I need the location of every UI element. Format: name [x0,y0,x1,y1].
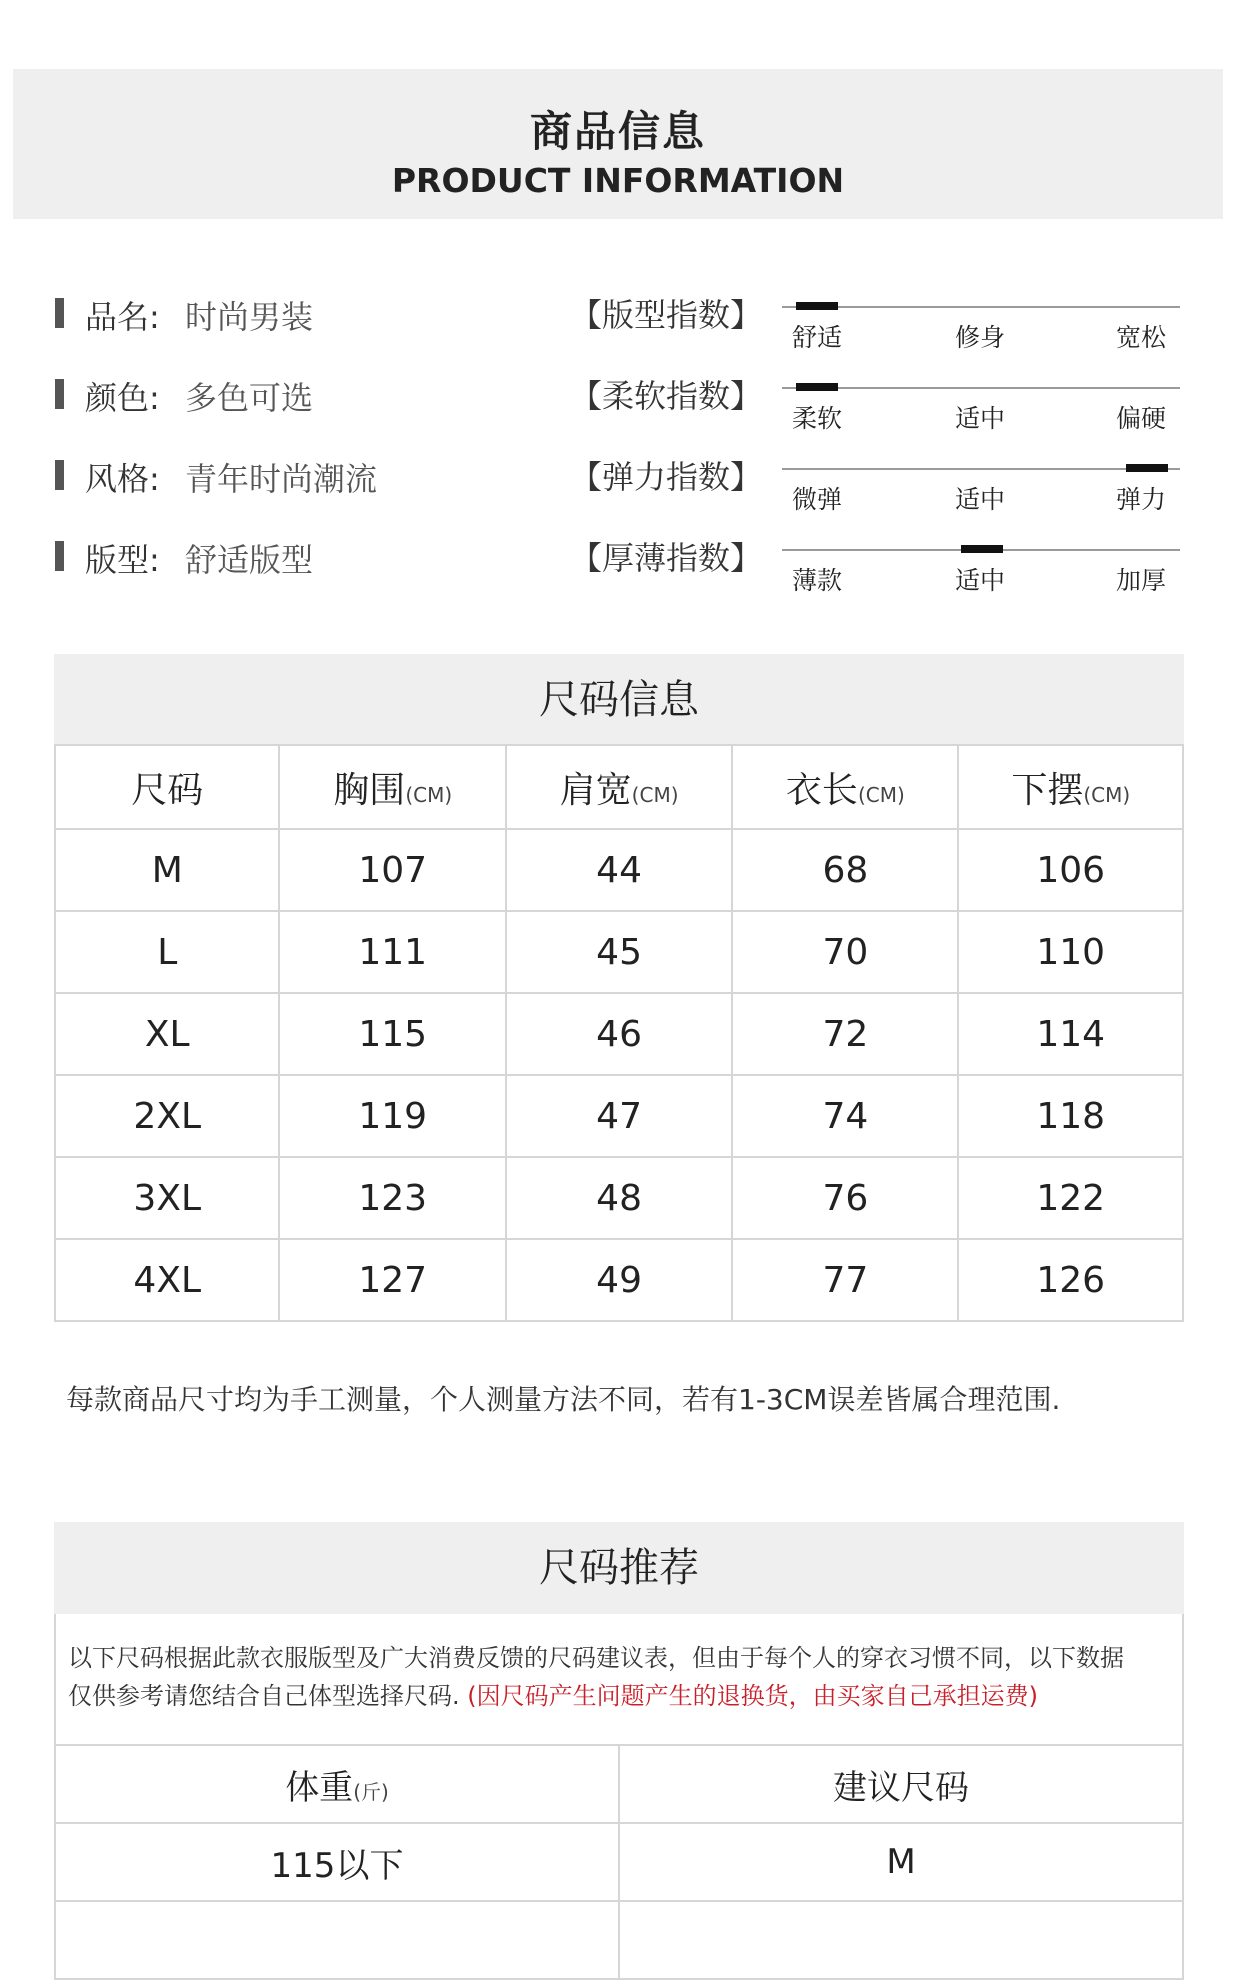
return-warning-text: (因尺码产生问题产生的退换货，由买家自己承担运费) [467,1682,1039,1710]
table-cell: 110 [958,911,1183,993]
table-cell: 118 [958,1075,1183,1157]
table-header-row [55,745,1183,829]
index-label: 【厚薄指数】 [570,539,763,577]
table-cell: 74 [732,1075,958,1157]
banner-title-cn: 商品信息 [529,107,706,156]
size-recommend-section [54,1522,1184,1920]
recommend-table [54,1744,1184,1980]
header-unit: (CM) [631,782,679,807]
size-info-section [54,654,1184,1324]
scale-option: 修身 [955,323,1006,352]
table-header-row [55,1745,1183,1823]
header-label: 肩宽 [559,769,632,811]
scale-option: 偏硬 [1116,404,1167,433]
recommend-description [54,1614,1184,1764]
table-cell: 47 [506,1075,732,1157]
scale-option: 适中 [955,404,1006,433]
bullet-bar [55,379,64,409]
scale-option: 薄款 [792,566,843,595]
header-unit: (斤) [353,1779,389,1804]
index-scale [570,533,1190,593]
table-row [55,1239,1183,1321]
scale-option: 微弹 [792,485,843,514]
table-cell: 48 [506,1157,732,1239]
table-cell: 114 [958,993,1183,1075]
table-header-cell [958,745,1183,829]
header-unit: (CM) [1083,782,1131,807]
index-scale [570,290,1190,350]
attribute-name: 版型: [85,541,160,579]
scale-option: 适中 [955,485,1006,514]
table-cell: M [55,829,279,911]
scale-option: 弹力 [1116,485,1167,514]
scale-option: 柔软 [792,404,843,433]
table-cell: 123 [279,1157,505,1239]
table-row [55,829,1183,911]
table-row [55,1157,1183,1239]
header-label: 尺码 [131,769,204,811]
table-row [55,911,1183,993]
table-header-cell [732,745,958,829]
table-cell: 70 [732,911,958,993]
table-cell: 126 [958,1239,1183,1321]
bullet-bar [55,541,64,571]
scale-marker [1126,464,1168,472]
table-row [55,993,1183,1075]
table-cell: 68 [732,829,958,911]
scale-line [782,387,1180,389]
table-cell: 45 [506,911,732,993]
product-info-banner [13,69,1223,219]
attribute-name: 品名: [85,298,160,336]
table-cell: 3XL [55,1157,279,1239]
table-cell: M [619,1823,1183,1901]
table-header-cell [55,745,279,829]
table-header-cell [55,1745,619,1823]
attribute-name: 风格: [85,460,160,498]
table-cell: 111 [279,911,505,993]
table-cell: 119 [279,1075,505,1157]
attribute-name: 颜色: [85,379,160,417]
table-cell: 4XL [55,1239,279,1321]
table-row [55,1075,1183,1157]
table-cell [619,1901,1183,1979]
measurement-note: 每款商品尺寸均为手工测量，个人测量方法不同，若有1-3CM误差皆属合理范围. [66,1383,1061,1416]
table-cell: L [55,911,279,993]
scale-marker [796,302,838,310]
header-unit: (CM) [405,782,453,807]
attribute-value: 时尚男装 [185,298,314,336]
table-cell: 122 [958,1157,1183,1239]
scale-marker [961,545,1003,553]
index-label: 【版型指数】 [570,296,763,334]
table-cell: 115 [279,993,505,1075]
scale-option: 加厚 [1116,566,1167,595]
banner-title-en: PRODUCT INFORMATION [391,161,845,200]
attribute-value: 多色可选 [185,379,314,417]
table-row [55,1901,1183,1979]
header-label: 体重 [285,1767,354,1808]
size-recommend-title: 尺码推荐 [54,1522,1184,1614]
scale-line [782,468,1180,470]
table-header-cell [619,1745,1183,1823]
description-text: 仅供参考请您结合自己体型选择尺码. [68,1682,460,1710]
table-cell: 107 [279,829,505,911]
size-info-title: 尺码信息 [54,654,1184,746]
header-label: 下摆 [1011,769,1084,811]
bullet-bar [55,460,64,490]
table-cell: 2XL [55,1075,279,1157]
header-label: 衣长 [785,769,858,811]
index-scale [570,452,1190,512]
scale-marker [796,383,838,391]
table-row [55,1823,1183,1901]
table-cell: XL [55,993,279,1075]
header-label: 胸围 [333,769,406,811]
index-label: 【柔软指数】 [570,377,763,415]
table-cell [55,1901,619,1979]
header-unit: (CM) [857,782,905,807]
table-cell: 72 [732,993,958,1075]
table-cell: 49 [506,1239,732,1321]
table-cell: 76 [732,1157,958,1239]
table-header-cell [506,745,732,829]
description-line-2 [68,1676,1038,1711]
header-label: 建议尺码 [833,1767,969,1808]
index-scale [570,371,1190,431]
table-cell: 127 [279,1239,505,1321]
scale-option: 舒适 [792,323,843,352]
attribute-value: 青年时尚潮流 [185,460,378,498]
index-label: 【弹力指数】 [570,458,763,496]
attribute-value: 舒适版型 [185,541,314,579]
size-table [54,744,1184,1322]
scale-line [782,306,1180,308]
table-cell: 115以下 [55,1823,619,1901]
table-header-cell [279,745,505,829]
description-line: 以下尺码根据此款衣服版型及广大消费反馈的尺码建议表，但由于每个人的穿衣习惯不同，以下数据 [68,1644,1124,1672]
table-cell: 106 [958,829,1183,911]
table-cell: 77 [732,1239,958,1321]
table-cell: 46 [506,993,732,1075]
scale-option: 适中 [955,566,1006,595]
bullet-bar [55,298,64,328]
table-cell: 44 [506,829,732,911]
scale-option: 宽松 [1116,323,1167,352]
